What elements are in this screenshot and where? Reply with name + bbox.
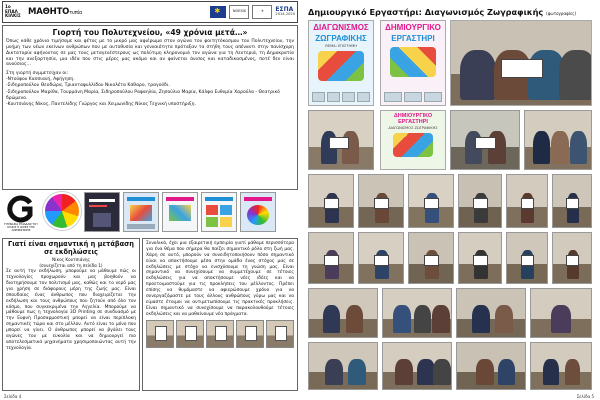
poster-thumbnail: [201, 192, 237, 232]
school-name: 1ο ΕΠΑΛ ΚΙΛΚΙΣ: [5, 4, 21, 19]
participants-intro: Στη γιορτή συμμετείχαν οι:: [6, 71, 69, 77]
student-photo: [308, 110, 374, 170]
poster-photo: [450, 20, 592, 106]
continued-note: (συνεχίζεται από τη σελίδα 1): [39, 263, 103, 269]
participant-item: -Κουτσιάνης Νίκος, Παντελίδης Γιώργος και Χειμωνίδης Νίκος Τεχνική υποστήριξη.: [6, 102, 196, 108]
color-wheel-image: [43, 192, 81, 230]
polytechnic-article: [2, 25, 298, 190]
right-page: [300, 0, 600, 400]
student-photo: [308, 232, 354, 284]
student-photo: [506, 232, 548, 284]
article-body: Σε αυτή την εκδήλωση, μπορούμε να μάθουμε πώς οι τεχνολογίες προχωρούν και μας βοηθούν να διατηρήσουμε τον πολιτισμό μας, καθώς και το νερό μας για χρήση σε διάφορους μέρη της ζωής μας. Είναι σπουδαίος ένας άνθρωπος που διαχειρίζεται την εκδήλωση και τους ανθρώπους που ζητούν από όλο τον κόσμο, που συγκεκριμένα την Αγγελία. Μπορούμε να μάθουμε πως η τεχνολογία 3D Printing σε συνδυασμό με την Ευφυή Προσαρμοστική μπορεί να είναι περίπλοκη σημαντικές τώρα και στο μέλλον. Αυτό είναι το μόνο που μπορεί να γίνει. Ο άνθρωπος μπορεί να βγάλει τους αγώνες του με ευκολία και να δημιουργεί πιο αποτελεσματικά μηχανήματα χρησιμοποιώντας αυτή την τεχνολογία.: [6, 269, 136, 351]
newspaper-title: [28, 7, 82, 17]
espa-years: 2014-2020: [275, 12, 295, 17]
student-photo: [458, 232, 502, 284]
poster-title: ΔΗΜΙΟΥΡΓΙΚΟ: [385, 23, 441, 32]
book-cover-image: [84, 192, 120, 232]
student-photo: [408, 174, 454, 228]
event-photo: [176, 320, 204, 348]
participants-list: [6, 77, 294, 108]
photo-row: [146, 320, 294, 348]
student-photo: [450, 110, 520, 170]
student-photo: [382, 288, 452, 338]
student-photo: [524, 110, 592, 170]
poster-subtitle: ΔΙΑΓΩΝΙΣΜΟΣ ΖΩΓΡΑΦΙΚΗΣ: [388, 125, 438, 130]
student-photo: [456, 288, 526, 338]
noesis-logo: NOESIS: [229, 5, 249, 19]
event-photo: [266, 320, 294, 348]
poster-logos: [384, 92, 442, 102]
article-title: Γιορτή του Πολυτεχνείου, «49 χρόνια μετά…»: [52, 28, 248, 37]
student-photo: [530, 288, 592, 338]
participant-item: -Ντούφου Κασσιανή, Αφήγηση.: [6, 77, 75, 83]
page-number: Σελίδα 5: [576, 394, 594, 399]
event-photo: [146, 320, 174, 348]
student-photo: [552, 174, 592, 228]
student-photo: [456, 342, 526, 390]
poster-drawing-contest: [308, 20, 374, 106]
event-photo: [236, 320, 264, 348]
article-byline: Νίκος Κουτσιάνης: [52, 257, 90, 263]
poster-title-2: ΕΡΓΑΣΤΗΡΙ: [391, 34, 435, 44]
page-number: Σελίδα 4: [4, 394, 22, 399]
student-photo: [382, 342, 452, 390]
masthead: [2, 1, 298, 23]
article-body: Συνολικά, έχει μια εξαιρετική εμπειρία γιατί μάθαμε περισσότερα για ένα θέμα που σήμερα θα παίζει σημαντικό ρόλο στη ζωή μας. Χάρη σε αυτό, μπορούν να συνειδητοποιήσουν πόσο σημαντικό είναι να αποκτήσουμε μέσα στην ομάδα ένας στόχος μας σε εκδηλώσεις με στόχο να ενισχύσουμε τη γνώση μας. Είναι σημαντικό να συνεχίσουμε να συμμετέχουμε σε τέτοιες εκδηλώσεις για να αποκτήσουμε νέες ιδέες και να προετοιμαστούμε για τις προκλήσεις του μέλλοντος. Πρέπει επίσης να θυμόμαστε να αφιερώσουμε χρόνο για να συνεργαζόμαστε με τους άλλους ανθρώπους γύρω μας και να είμαστε έτοιμοι να αντιμετωπίσουμε τις πρακτικές προκλήσεις. Είναι σημαντικό να συνεχίσουμε να παρακολουθούμε τέτοιες εκδηλώσεις και να μαθαίνουμε νέα πράγματα.: [146, 241, 294, 317]
poster-artwork: [318, 51, 364, 81]
poster-creative-workshop: [380, 20, 446, 106]
g-logo-icon: [6, 194, 36, 224]
poster-title-2: ΖΩΓΡΑΦΙΚΗΣ: [315, 34, 367, 44]
poster-subtitle: ΘΕΜΑ: ΕΠΙΣΤΗΜΗ: [324, 43, 357, 48]
page-title: [308, 7, 592, 17]
poster-thumbnail: [123, 192, 159, 232]
poster-artwork: [393, 133, 433, 157]
student-photo: [358, 232, 404, 284]
espa-text: ΕΣΠΑ: [275, 6, 294, 14]
paper-name-suffix: τυπία: [69, 10, 83, 16]
event-photo: [206, 320, 234, 348]
page-title-tag: (φωτογραφίες): [546, 11, 577, 16]
participant-item: -Σιδηροπούλου Θεοδώρα, Τριανταφυλλίδου Νικολέτα Κάθαρο, τραγούδι.: [6, 83, 170, 89]
student-photo: [358, 174, 404, 228]
ministry-logo: ⚜: [252, 5, 272, 19]
image-strip: [2, 192, 298, 236]
espa-logo: [275, 7, 295, 17]
student-photo: [308, 174, 354, 228]
article-body: Όπως κάθε χρόνια τιμήσαμε και φέτος με το μικρό μας αφιέρωμα στον αγώνα του φοιτητόκοσμου του Πολυτεχνείου, την μνήμη των νέων εκείνων ανθρώπων που με αυτοθυσία και γενναιότητα πρόταξαν τα στήθη τους απέναντι στην πανίσχυρη Δικτατορία αφήνοντας σε μας τους μεταγενέστερους ως πολύτιμη κληρονομιά τον αγώνα για τη Λευτεριά, τη Δημοκρατία και την ανεξαρτησία, μια ιδέα που στις μέρες μας ακόμα και αν φαίνεται άνισος και καταδικασμένος, ποτέ δεν είναι ανούσιος…: [6, 39, 294, 68]
people-photo: [451, 21, 592, 106]
poster-title: ΔΗΜΙΟΥΡΓΙΚΟ ΕΡΓΑΣΤΗΡΙ: [393, 113, 433, 125]
event-article-continued: [142, 238, 298, 391]
student-photo: [308, 342, 378, 390]
eu-flag-icon: [210, 6, 226, 18]
student-photo: [308, 288, 378, 338]
student-photo: [408, 232, 454, 284]
student-photo: [530, 342, 592, 390]
student-photo: [506, 174, 548, 228]
poster-thumbnail: [240, 192, 276, 232]
poster-workshop-small: [380, 110, 446, 170]
poster-title: ΔΙΑΓΩΝΙΣΜΟΣ: [313, 23, 369, 32]
poster-artwork: [390, 47, 436, 77]
page-title-text: Δημιουργικό Εργαστήρι: Διαγωνισμός Ζωγραφικής: [308, 7, 544, 17]
student-photo: [458, 174, 502, 228]
event-article: [2, 238, 140, 391]
poster-logos: [312, 92, 370, 102]
poster-thumbnail: [162, 192, 198, 232]
article-title: Γιατί είναι σημαντική η μετάβαση σε εκδηλώσεις: [8, 240, 134, 256]
paper-name: ΜΑΘΗΤΟ: [28, 7, 70, 17]
participant-item: -Σιδηροπούλου Μαρίθα, Τουρμάνη Μαρία, Σιδηροπούλου Ραφαηλία, Ζησούλια Μαρία, Κάλφα Ευθυμία Χαρούλα - Θεατρικό δρώμενο.: [6, 89, 280, 101]
event-logo-caption: ΓΥΜΝΑΣΙΑ ΕΛΙΑΔΑΝ ΤΟΥ ΚΙΛΚΙΣ Η ΔΙΧΕΣ ΤΗΣ ΑΝΘΡΩΠΙΝΗΣ: [4, 221, 38, 232]
event-logo: [2, 192, 40, 232]
student-photo: [552, 232, 592, 284]
